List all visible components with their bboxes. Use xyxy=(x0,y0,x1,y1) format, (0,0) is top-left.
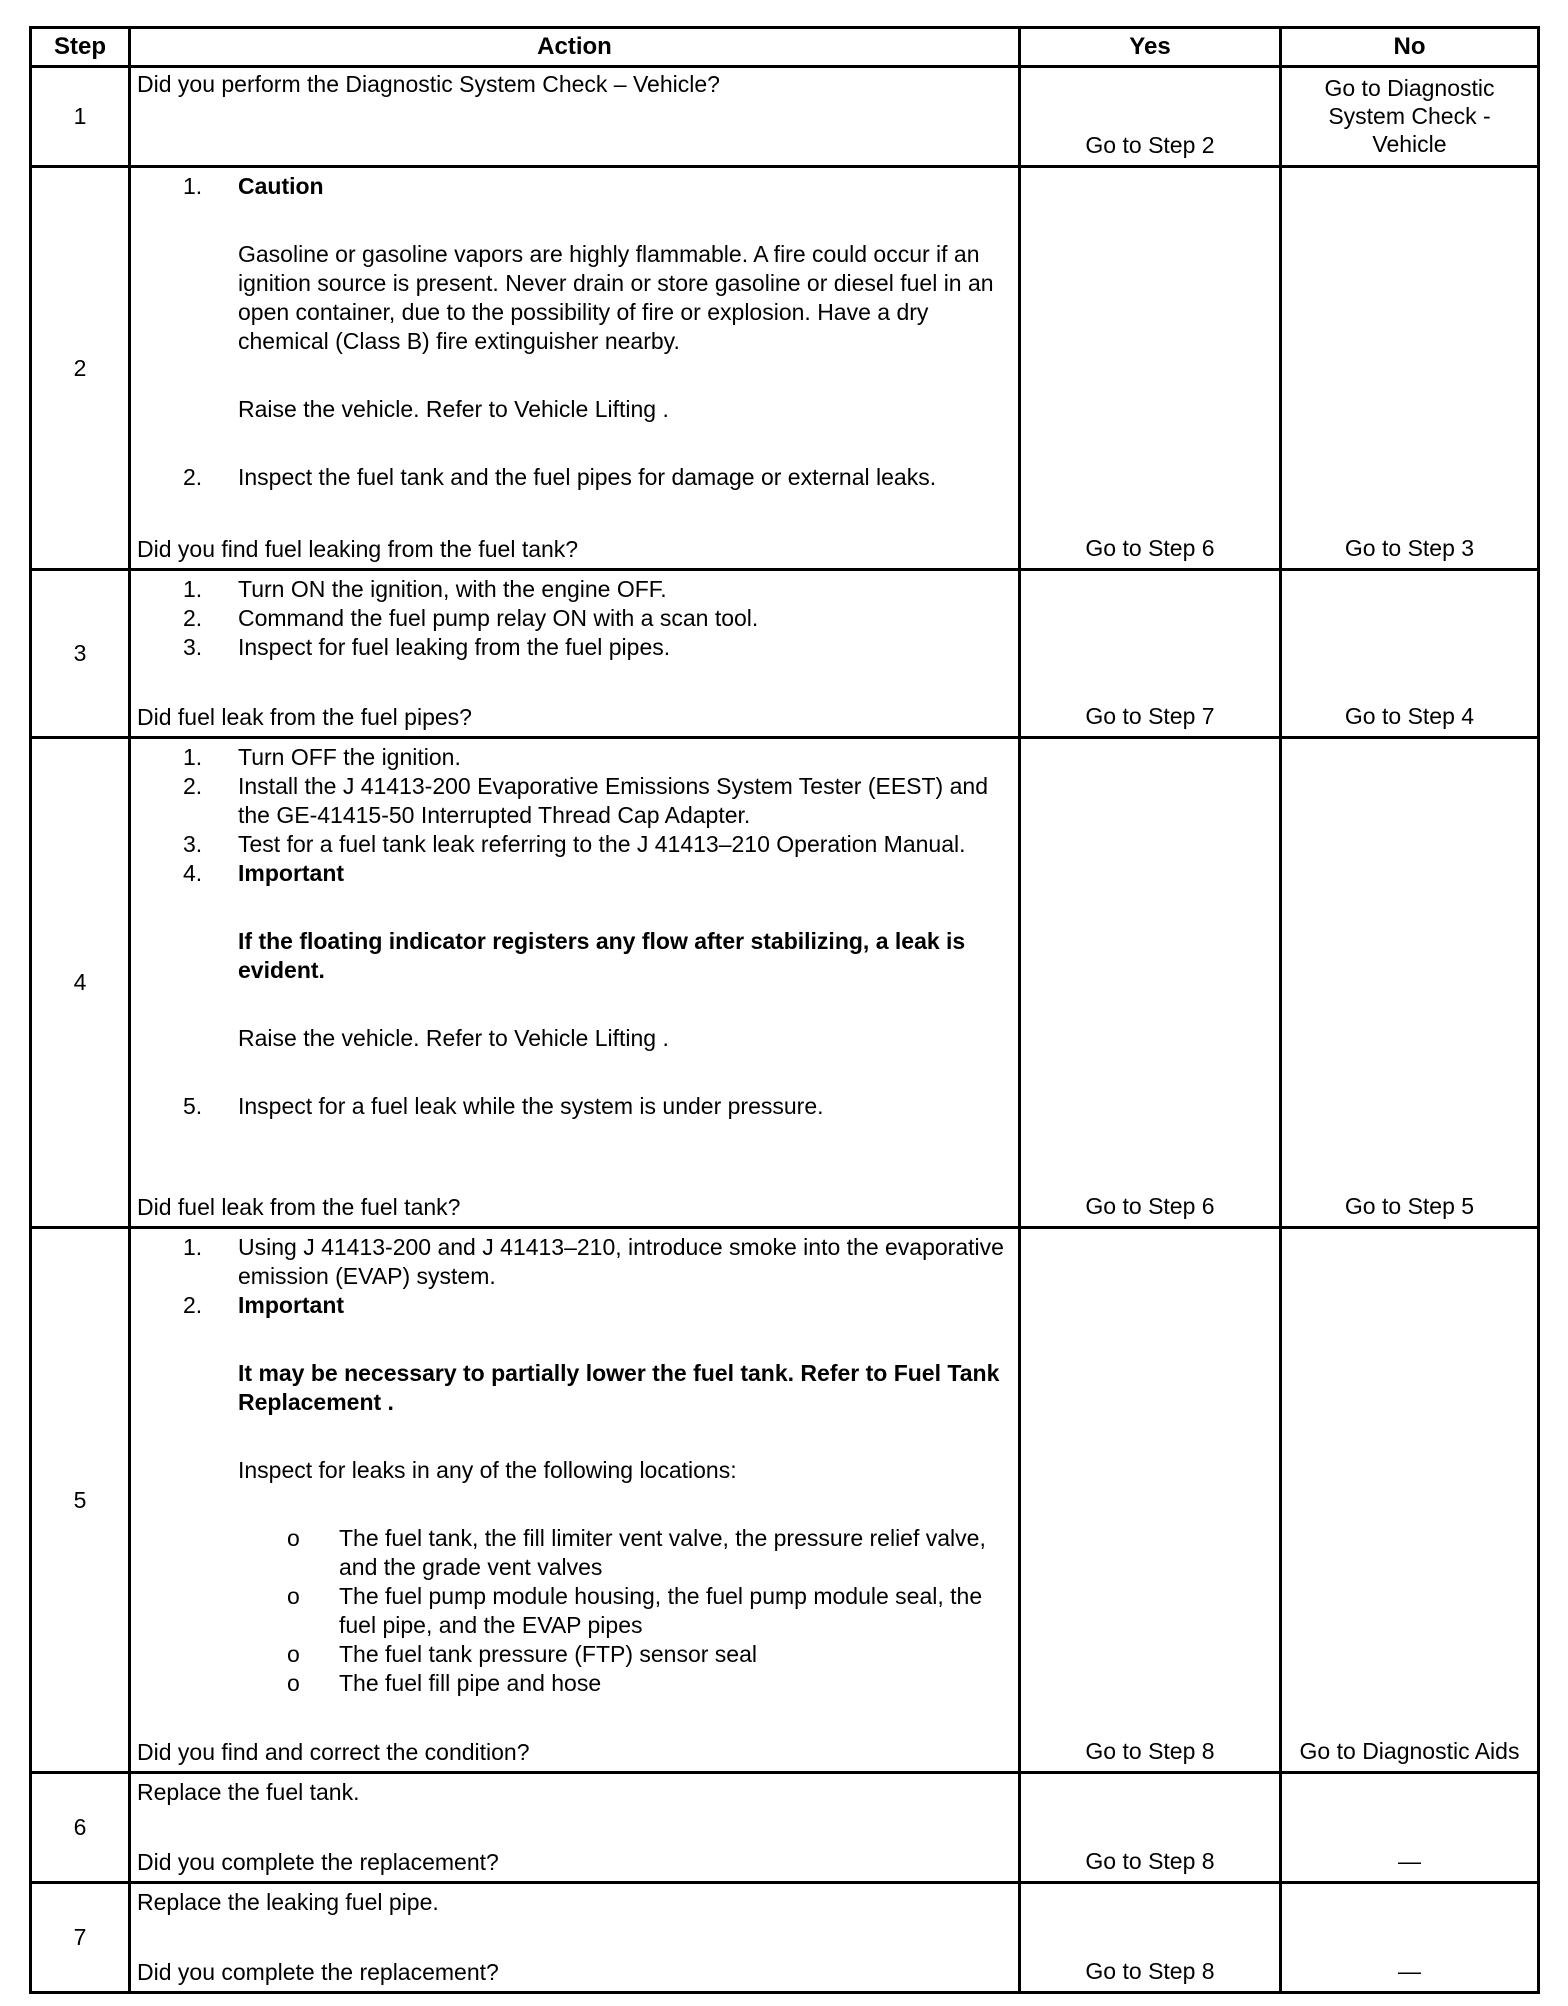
header-step: Step xyxy=(31,28,130,67)
caution-title: Caution xyxy=(238,173,324,199)
question-text: Did you complete the replacement? xyxy=(137,1849,499,1875)
no-result: Go to Step 5 xyxy=(1344,1193,1475,1219)
yes-result: Go to Step 8 xyxy=(1085,1958,1215,1984)
no-cell xyxy=(1281,570,1539,738)
action-text: Using J 41413-200 and J 41413–210, introduce smoke into the evaporative emission (EVAP) system. xyxy=(238,1234,1004,1289)
step-row-1 xyxy=(31,67,1539,167)
item-number: 4. xyxy=(183,860,203,886)
no-cell xyxy=(1281,738,1539,1228)
action-text: Turn OFF the ignition. xyxy=(238,744,461,770)
action-item xyxy=(137,172,1016,463)
action-text: Test for a fuel tank leak referring to the J 41413–210 Operation Manual. xyxy=(238,831,966,857)
action-item xyxy=(137,859,1016,1092)
item-number: 1. xyxy=(183,744,203,770)
question-text: Did you find fuel leaking from the fuel tank? xyxy=(137,536,579,562)
step-row-3 xyxy=(31,570,1539,738)
location-bullet xyxy=(238,1640,1016,1669)
action-text: Raise the vehicle. Refer to Vehicle Lifting . xyxy=(238,396,669,422)
step-row-7 xyxy=(31,1883,1539,1993)
step-number: 4 xyxy=(31,738,130,1228)
action-item xyxy=(137,772,1016,830)
step-number: 2 xyxy=(31,167,130,570)
no-result: — xyxy=(1398,1848,1421,1874)
action-cell xyxy=(130,1228,1020,1773)
important-title: Important xyxy=(238,860,345,886)
yes-result: Go to Step 2 xyxy=(1085,132,1215,158)
action-cell xyxy=(130,1773,1020,1883)
step-row-6 xyxy=(31,1773,1539,1883)
action-text: Install the J 41413-200 Evaporative Emissions System Tester (EEST) and the GE-41415-50 Interrupted Thread Cap Adapter. xyxy=(238,773,988,828)
step-row-2 xyxy=(31,167,1539,570)
question-text: Did fuel leak from the fuel tank? xyxy=(137,1194,461,1220)
action-item xyxy=(137,1233,1016,1291)
action-item xyxy=(137,575,1016,604)
no-result: — xyxy=(1398,1958,1421,1984)
action-item xyxy=(137,743,1016,772)
step-number: 1 xyxy=(31,67,130,167)
bullet-text: The fuel fill pipe and hose xyxy=(339,1670,602,1696)
step-number: 3 xyxy=(31,570,130,738)
no-cell xyxy=(1281,1883,1539,1993)
action-item xyxy=(137,830,1016,859)
bullet-text: The fuel tank pressure (FTP) sensor seal xyxy=(339,1641,757,1667)
important-text: If the floating indicator registers any flow after stabilizing, a leak is evident. xyxy=(238,928,966,983)
header-row xyxy=(31,28,1539,67)
question-text: Did you find and correct the condition? xyxy=(137,1739,530,1765)
question-text: Did fuel leak from the fuel pipes? xyxy=(137,704,472,730)
bullet-text: The fuel tank, the fill limiter vent valve, the pressure relief valve, and the grade vent valves xyxy=(339,1525,986,1580)
no-result: Go to Step 4 xyxy=(1344,703,1475,729)
no-result: Go to Step 3 xyxy=(1344,535,1475,561)
action-cell xyxy=(130,570,1020,738)
yes-cell xyxy=(1020,1883,1281,1993)
yes-result: Go to Step 6 xyxy=(1085,1193,1215,1219)
bullet-glyph: o xyxy=(287,1525,300,1551)
header-action: Action xyxy=(130,28,1020,67)
action-cell xyxy=(130,738,1020,1228)
item-number: 1. xyxy=(183,1234,203,1260)
action-text: Replace the leaking fuel pipe. xyxy=(137,1889,439,1915)
yes-cell xyxy=(1020,67,1281,167)
action-text: Raise the vehicle. Refer to Vehicle Lifting . xyxy=(238,1025,669,1051)
no-cell xyxy=(1281,1773,1539,1883)
step-number: 5 xyxy=(31,1228,130,1773)
action-cell xyxy=(130,1883,1020,1993)
item-number: 2. xyxy=(183,1292,203,1318)
action-text: Inspect for a fuel leak while the system is under pressure. xyxy=(238,1093,824,1119)
item-number: 2. xyxy=(183,464,203,490)
no-cell xyxy=(1281,167,1539,570)
location-bullet xyxy=(238,1582,1016,1640)
action-text: Inspect the fuel tank and the fuel pipes for damage or external leaks. xyxy=(238,464,937,490)
action-cell xyxy=(130,67,1020,167)
action-item xyxy=(137,1291,1016,1524)
important-title: Important xyxy=(238,1292,345,1318)
yes-cell xyxy=(1020,167,1281,570)
yes-result: Go to Step 7 xyxy=(1085,703,1215,729)
item-number: 2. xyxy=(183,605,203,631)
yes-cell xyxy=(1020,570,1281,738)
yes-result: Go to Step 8 xyxy=(1085,1848,1215,1874)
yes-cell xyxy=(1020,1773,1281,1883)
action-text: Turn ON the ignition, with the engine OFF. xyxy=(238,576,667,602)
item-number: 1. xyxy=(183,576,203,602)
item-number: 1. xyxy=(183,173,203,199)
bullet-text: The fuel pump module housing, the fuel pump module seal, the fuel pipe, and the EVAP pipes xyxy=(339,1583,983,1638)
action-text: Inspect for leaks in any of the following locations: xyxy=(238,1457,737,1483)
item-number: 2. xyxy=(183,773,203,799)
header-no: No xyxy=(1281,28,1539,67)
action-item xyxy=(137,1092,1016,1121)
bullet-glyph: o xyxy=(287,1641,300,1667)
action-item xyxy=(137,604,1016,633)
yes-cell xyxy=(1020,1228,1281,1773)
yes-result: Go to Step 8 xyxy=(1085,1738,1215,1764)
question-text: Did you complete the replacement? xyxy=(137,1959,499,1985)
item-number: 3. xyxy=(183,831,203,857)
no-cell xyxy=(1281,67,1539,167)
action-text: Command the fuel pump relay ON with a scan tool. xyxy=(238,605,759,631)
step-number: 7 xyxy=(31,1883,130,1993)
bullet-glyph: o xyxy=(287,1583,300,1609)
header-yes: Yes xyxy=(1020,28,1281,67)
item-number: 3. xyxy=(183,634,203,660)
no-result: Go to Diagnostic Aids xyxy=(1299,1738,1520,1764)
diagnostic-table xyxy=(29,26,1540,1994)
step-number: 6 xyxy=(31,1773,130,1883)
important-text: It may be necessary to partially lower the fuel tank. Refer to Fuel Tank Replacement . xyxy=(238,1360,1000,1415)
action-text: Inspect for fuel leaking from the fuel pipes. xyxy=(238,634,671,660)
no-result: Go to Diagnostic System Check - Vehicle xyxy=(1324,75,1495,157)
bullet-glyph: o xyxy=(287,1670,300,1696)
caution-text: Gasoline or gasoline vapors are highly flammable. A fire could occur if an ignition source is present. Never drain or store gasoline or diesel fuel in an open container, due to the possibility of fire or explosion. Have a dry chemical (Class B) fire extinguisher nearby. xyxy=(238,241,994,354)
action-text: Replace the fuel tank. xyxy=(137,1779,360,1805)
action-cell xyxy=(130,167,1020,570)
action-item xyxy=(137,463,1016,492)
action-item xyxy=(137,633,1016,662)
item-number: 5. xyxy=(183,1093,203,1119)
yes-result: Go to Step 6 xyxy=(1085,535,1215,561)
step-row-4 xyxy=(31,738,1539,1228)
yes-cell xyxy=(1020,738,1281,1228)
action-text: Did you perform the Diagnostic System Check – Vehicle? xyxy=(137,71,720,97)
step-row-5 xyxy=(31,1228,1539,1773)
location-bullet xyxy=(238,1524,1016,1582)
location-bullet xyxy=(238,1669,1016,1698)
no-cell xyxy=(1281,1228,1539,1773)
